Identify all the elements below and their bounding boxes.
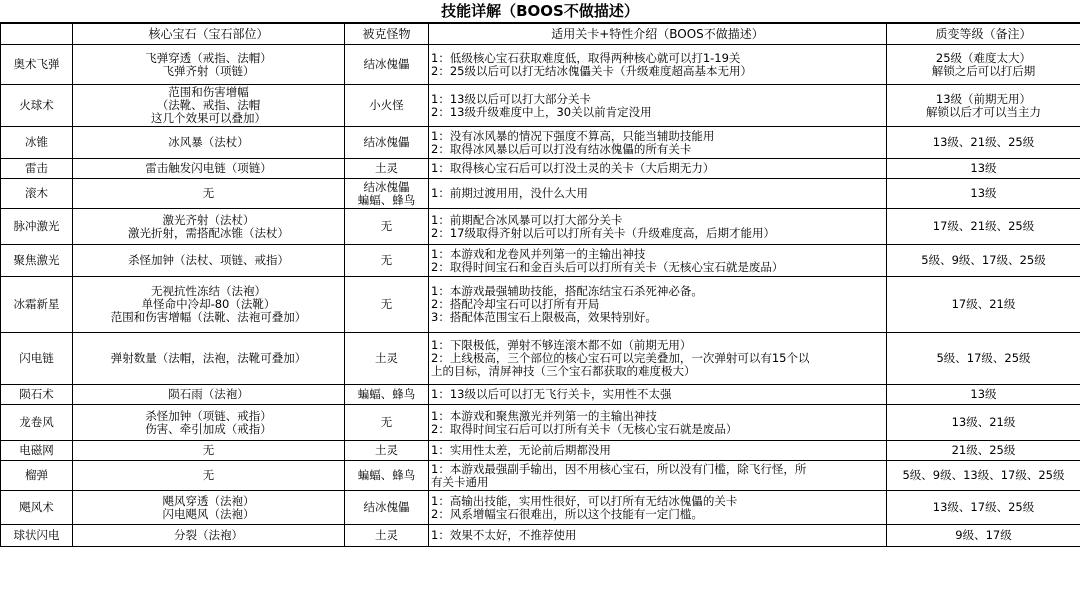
core-gem-cell	[73, 85, 345, 127]
stage-description: 1：高输出技能，实用性很好，可以打所有无结冰傀儡的关卡	[431, 493, 738, 508]
stage-description: 2：风系增幅宝石很难出，所以这个技能有一定门槛。	[431, 506, 703, 521]
countered-monster-cell	[345, 209, 429, 245]
countered-monster: 土灵	[375, 443, 398, 457]
quality-level: 5级、9级、13级、17级、25级	[902, 468, 1065, 482]
core-gem: 闪电飓风（法袍）	[162, 506, 255, 521]
skill-name-cell	[1, 385, 73, 405]
quality-level-cell	[887, 461, 1080, 491]
skill-name: 火球术	[19, 98, 54, 112]
core-gem: 飞弹齐射（项链）	[162, 63, 255, 78]
core-gem: 飓风穿透（法袍）	[162, 493, 255, 508]
stage-description: 1：实用性太差，无论前后期都没用	[431, 443, 611, 457]
skill-name: 龙卷风	[19, 415, 54, 429]
stage-description-cell	[429, 385, 887, 405]
countered-monster: 结冰傀儡	[363, 135, 410, 149]
core-gem: 无视抗性冻结（法袍）	[151, 284, 266, 298]
stage-description-cell	[429, 179, 887, 209]
core-gem: 范围和伤害增幅（法靴、法袍可叠加）	[110, 310, 307, 324]
skill-name-cell	[1, 179, 73, 209]
skill-name: 冰锥	[25, 135, 48, 149]
skill-name-cell	[1, 85, 73, 127]
skill-name: 聚焦激光	[13, 253, 60, 267]
core-gem: 无	[202, 186, 215, 200]
stage-description: 2：17级取得齐射以后可以打所有关卡（升级难度高，后期才能用）	[431, 225, 775, 240]
stage-description: 1：效果不太好，不推荐使用	[431, 528, 577, 542]
quality-level: 9级、17级	[955, 528, 1012, 542]
stage-description-cell	[429, 45, 887, 85]
countered-monster: 无	[380, 253, 393, 267]
quality-level-cell	[887, 405, 1080, 441]
countered-monster: 小火怪	[369, 98, 404, 112]
countered-monster: 蝙蝠、蜂鸟	[357, 192, 416, 207]
table-row	[1, 179, 1080, 209]
core-gem: 冰风暴（法杖）	[168, 135, 249, 149]
skill-name-cell	[1, 127, 73, 159]
quality-level: 13级	[970, 186, 997, 200]
stage-description: 1：本游戏最强辅助技能，搭配冻结宝石杀死神必备。	[431, 284, 703, 298]
countered-monster-cell	[345, 441, 429, 461]
stage-description: 1：下限极低，弹射不够连滚木都不如（前期无用）	[431, 338, 692, 352]
core-gem-cell	[73, 127, 345, 159]
header-quality: 质变等级（备注）	[887, 24, 1080, 45]
core-gem: 雷击触发闪电链（项链）	[145, 161, 272, 175]
countered-monster-cell	[345, 45, 429, 85]
skill-name: 电磁网	[19, 443, 54, 457]
table-header-row	[1, 24, 1080, 45]
table-row	[1, 491, 1080, 525]
quality-level: 13级、21级、25级	[932, 135, 1035, 149]
core-gem-cell	[73, 277, 345, 333]
core-gem-cell	[73, 405, 345, 441]
stage-description-cell	[429, 461, 887, 491]
stage-description-cell	[429, 209, 887, 245]
countered-monster: 土灵	[375, 161, 398, 175]
core-gem-cell	[73, 461, 345, 491]
quality-level: 13级、21级	[951, 415, 1016, 429]
countered-monster-cell	[345, 245, 429, 277]
core-gem: 无	[202, 443, 215, 457]
core-gem: 激光折射，需搭配冰锥（法杖）	[128, 225, 289, 240]
skill-name: 奥术飞弹	[13, 57, 60, 71]
stage-description-cell	[429, 491, 887, 525]
table-row	[1, 159, 1080, 179]
stage-description: 2：取得时间宝石和金百头后可以打所有关卡（无核心宝石就是废品）	[431, 259, 784, 274]
header-gem: 核心宝石（宝石部位）	[73, 24, 345, 45]
table-row	[1, 277, 1080, 333]
core-gem-cell	[73, 209, 345, 245]
skill-name-cell	[1, 525, 73, 547]
stage-description: 1：本游戏和龙卷风并列第一的主输出神技	[431, 246, 646, 261]
skill-name: 飓风术	[19, 500, 54, 514]
skill-name-cell	[1, 405, 73, 441]
skill-table	[0, 23, 1080, 547]
quality-level: 13级、17级、25级	[932, 500, 1035, 514]
table-row	[1, 245, 1080, 277]
skill-name-cell	[1, 209, 73, 245]
core-gem-cell	[73, 385, 345, 405]
stage-description: 1：低级核心宝石获取难度低，取得两种核心就可以打1-19关	[431, 50, 741, 65]
countered-monster-cell	[345, 179, 429, 209]
stage-description: 上的目标，清屏神技（三个宝石都获取的难度极大）	[431, 364, 696, 378]
quality-level: 解锁以后才可以当主力	[926, 104, 1041, 119]
stage-description: 1：13级以后可以打大部分关卡	[431, 91, 591, 106]
stage-description-cell	[429, 159, 887, 179]
core-gem: 陨石雨（法袍）	[168, 387, 249, 401]
quality-level-cell	[887, 441, 1080, 461]
page-title: 技能详解（BOOS不做描述）	[0, 0, 1080, 23]
quality-level: 17级、21级、25级	[932, 219, 1035, 233]
table-row	[1, 385, 1080, 405]
table-row	[1, 209, 1080, 245]
countered-monster: 结冰傀儡	[363, 57, 410, 71]
skill-name: 闪电链	[19, 351, 54, 365]
quality-level-cell	[887, 333, 1080, 385]
core-gem-cell	[73, 245, 345, 277]
stage-description: 1：前期过渡用用，没什么大用	[431, 186, 588, 200]
stage-description-cell	[429, 85, 887, 127]
stage-description: 3：搭配体范围宝石上限极高，效果特别好。	[431, 310, 657, 324]
core-gem: 伤害、牵引加成（戒指）	[145, 421, 272, 436]
skill-name-cell	[1, 333, 73, 385]
stage-description: 1：本游戏和聚焦激光并列第一的主输出神技	[431, 408, 657, 423]
skill-name-cell	[1, 45, 73, 85]
quality-level-cell	[887, 277, 1080, 333]
core-gem: 飞弹穿透（戒指、法帽）	[145, 50, 272, 65]
stage-description: 1：没有冰风暴的情况下强度不算高，只能当辅助技能用	[431, 128, 715, 143]
skill-name: 滚木	[25, 186, 48, 200]
skill-name-cell	[1, 159, 73, 179]
stage-description-cell	[429, 405, 887, 441]
quality-level: 25级（难度太大）	[935, 50, 1032, 65]
skill-name: 陨石术	[19, 387, 54, 401]
countered-monster: 土灵	[375, 351, 398, 365]
core-gem: 杀怪加钟（法杖、项链、戒指）	[128, 253, 289, 267]
skill-name-cell	[1, 461, 73, 491]
skill-name-cell	[1, 277, 73, 333]
countered-monster: 蝙蝠、蜂鸟	[357, 468, 416, 482]
quality-level: 5级、9级、17级、25级	[921, 253, 1046, 267]
core-gem-cell	[73, 491, 345, 525]
countered-monster: 无	[380, 415, 393, 429]
countered-monster-cell	[345, 405, 429, 441]
countered-monster: 蝙蝠、蜂鸟	[357, 387, 416, 401]
countered-monster: 结冰傀儡	[363, 179, 410, 194]
core-gem-cell	[73, 159, 345, 179]
skill-name-cell	[1, 441, 73, 461]
quality-level: 17级、21级	[951, 297, 1016, 311]
countered-monster-cell	[345, 525, 429, 547]
countered-monster-cell	[345, 159, 429, 179]
stage-description-cell	[429, 525, 887, 547]
table-row	[1, 441, 1080, 461]
countered-monster-cell	[345, 385, 429, 405]
quality-level-cell	[887, 85, 1080, 127]
countered-monster-cell	[345, 85, 429, 127]
core-gem: 范围和伤害增幅	[168, 85, 249, 99]
table-row	[1, 525, 1080, 547]
quality-level: 解锁之后可以打后期	[931, 63, 1036, 78]
stage-description: 2：搭配冷却宝石可以打所有开局	[431, 297, 600, 311]
skill-name-cell	[1, 245, 73, 277]
table-row	[1, 405, 1080, 441]
countered-monster-cell	[345, 277, 429, 333]
stage-description-cell	[429, 127, 887, 159]
quality-level-cell	[887, 179, 1080, 209]
stage-description-cell	[429, 333, 887, 385]
core-gem-cell	[73, 333, 345, 385]
quality-level: 13级	[970, 387, 997, 401]
header-desc: 适用关卡+特性介绍（BOOS不做描述）	[429, 24, 887, 45]
quality-level: 13级（前期无用）	[935, 91, 1032, 106]
core-gem: 无	[202, 468, 215, 482]
quality-level-cell	[887, 45, 1080, 85]
stage-description: 1：本游戏最强副手输出，因不用核心宝石，所以没有门槛，除飞行怪，所	[431, 461, 807, 476]
core-gem: 激光齐射（法杖）	[162, 212, 255, 227]
core-gem-cell	[73, 525, 345, 547]
stage-description: 2：取得时间宝石后可以打所有关卡（无核心宝石就是废品）	[431, 421, 738, 436]
skill-name: 冰霜新星	[13, 297, 60, 311]
quality-level-cell	[887, 385, 1080, 405]
quality-level: 13级	[970, 161, 997, 175]
skill-name: 脉冲激光	[13, 219, 60, 233]
stage-description-cell	[429, 245, 887, 277]
header-skill	[1, 24, 73, 45]
countered-monster-cell	[345, 333, 429, 385]
table-row	[1, 461, 1080, 491]
quality-level: 21级、25级	[951, 443, 1016, 457]
countered-monster: 无	[380, 219, 393, 233]
quality-level-cell	[887, 525, 1080, 547]
skill-name-cell	[1, 491, 73, 525]
core-gem: 这几个效果可以叠加）	[151, 111, 266, 125]
countered-monster-cell	[345, 127, 429, 159]
stage-description: 1：取得核心宝石后可以打没土灵的关卡（大后期无力）	[431, 161, 715, 175]
countered-monster-cell	[345, 461, 429, 491]
quality-level-cell	[887, 209, 1080, 245]
stage-description: 1：前期配合冰风暴可以打大部分关卡	[431, 212, 623, 227]
stage-description: 2：上线极高，三个部位的核心宝石可以完美叠加，一次弹射可以有15个以	[431, 351, 810, 365]
core-gem: 单怪命中冷却-80（法靴）	[141, 297, 276, 311]
stage-description: 2：13级升级难度中上，30关以前肯定没用	[431, 104, 652, 119]
table-row	[1, 333, 1080, 385]
stage-description: 1：13级以后可以打无飞行关卡，实用性不太强	[431, 387, 672, 401]
stage-description: 2：取得冰风暴以后可以打没有结冰傀儡的所有关卡	[431, 141, 692, 156]
stage-description: 有关卡通用	[431, 474, 489, 489]
table-row	[1, 45, 1080, 85]
table-row	[1, 127, 1080, 159]
core-gem-cell	[73, 45, 345, 85]
core-gem: 杀怪加钟（项链、戒指）	[145, 408, 272, 423]
quality-level-cell	[887, 127, 1080, 159]
countered-monster-cell	[345, 491, 429, 525]
quality-level-cell	[887, 491, 1080, 525]
header-monster: 被克怪物	[345, 24, 429, 45]
core-gem-cell	[73, 441, 345, 461]
stage-description: 2：25级以后可以打无结冰傀儡关卡（升级难度超高基本无用）	[431, 63, 752, 78]
quality-level: 5级、17级、25级	[936, 351, 1031, 365]
countered-monster: 土灵	[375, 528, 398, 542]
quality-level-cell	[887, 159, 1080, 179]
stage-description-cell	[429, 441, 887, 461]
skill-name: 榴弹	[25, 468, 48, 482]
core-gem-cell	[73, 179, 345, 209]
table-row	[1, 85, 1080, 127]
countered-monster: 结冰傀儡	[363, 500, 410, 514]
quality-level-cell	[887, 245, 1080, 277]
countered-monster: 无	[380, 297, 393, 311]
skill-name: 球状闪电	[13, 528, 60, 542]
core-gem: （法靴、戒指、法帽	[156, 98, 261, 112]
core-gem: 分裂（法袍）	[174, 528, 243, 542]
table-body	[1, 45, 1080, 547]
core-gem: 弹射数量（法帽，法袍，法靴可叠加）	[110, 351, 307, 365]
skill-name: 雷击	[25, 161, 48, 175]
stage-description-cell	[429, 277, 887, 333]
